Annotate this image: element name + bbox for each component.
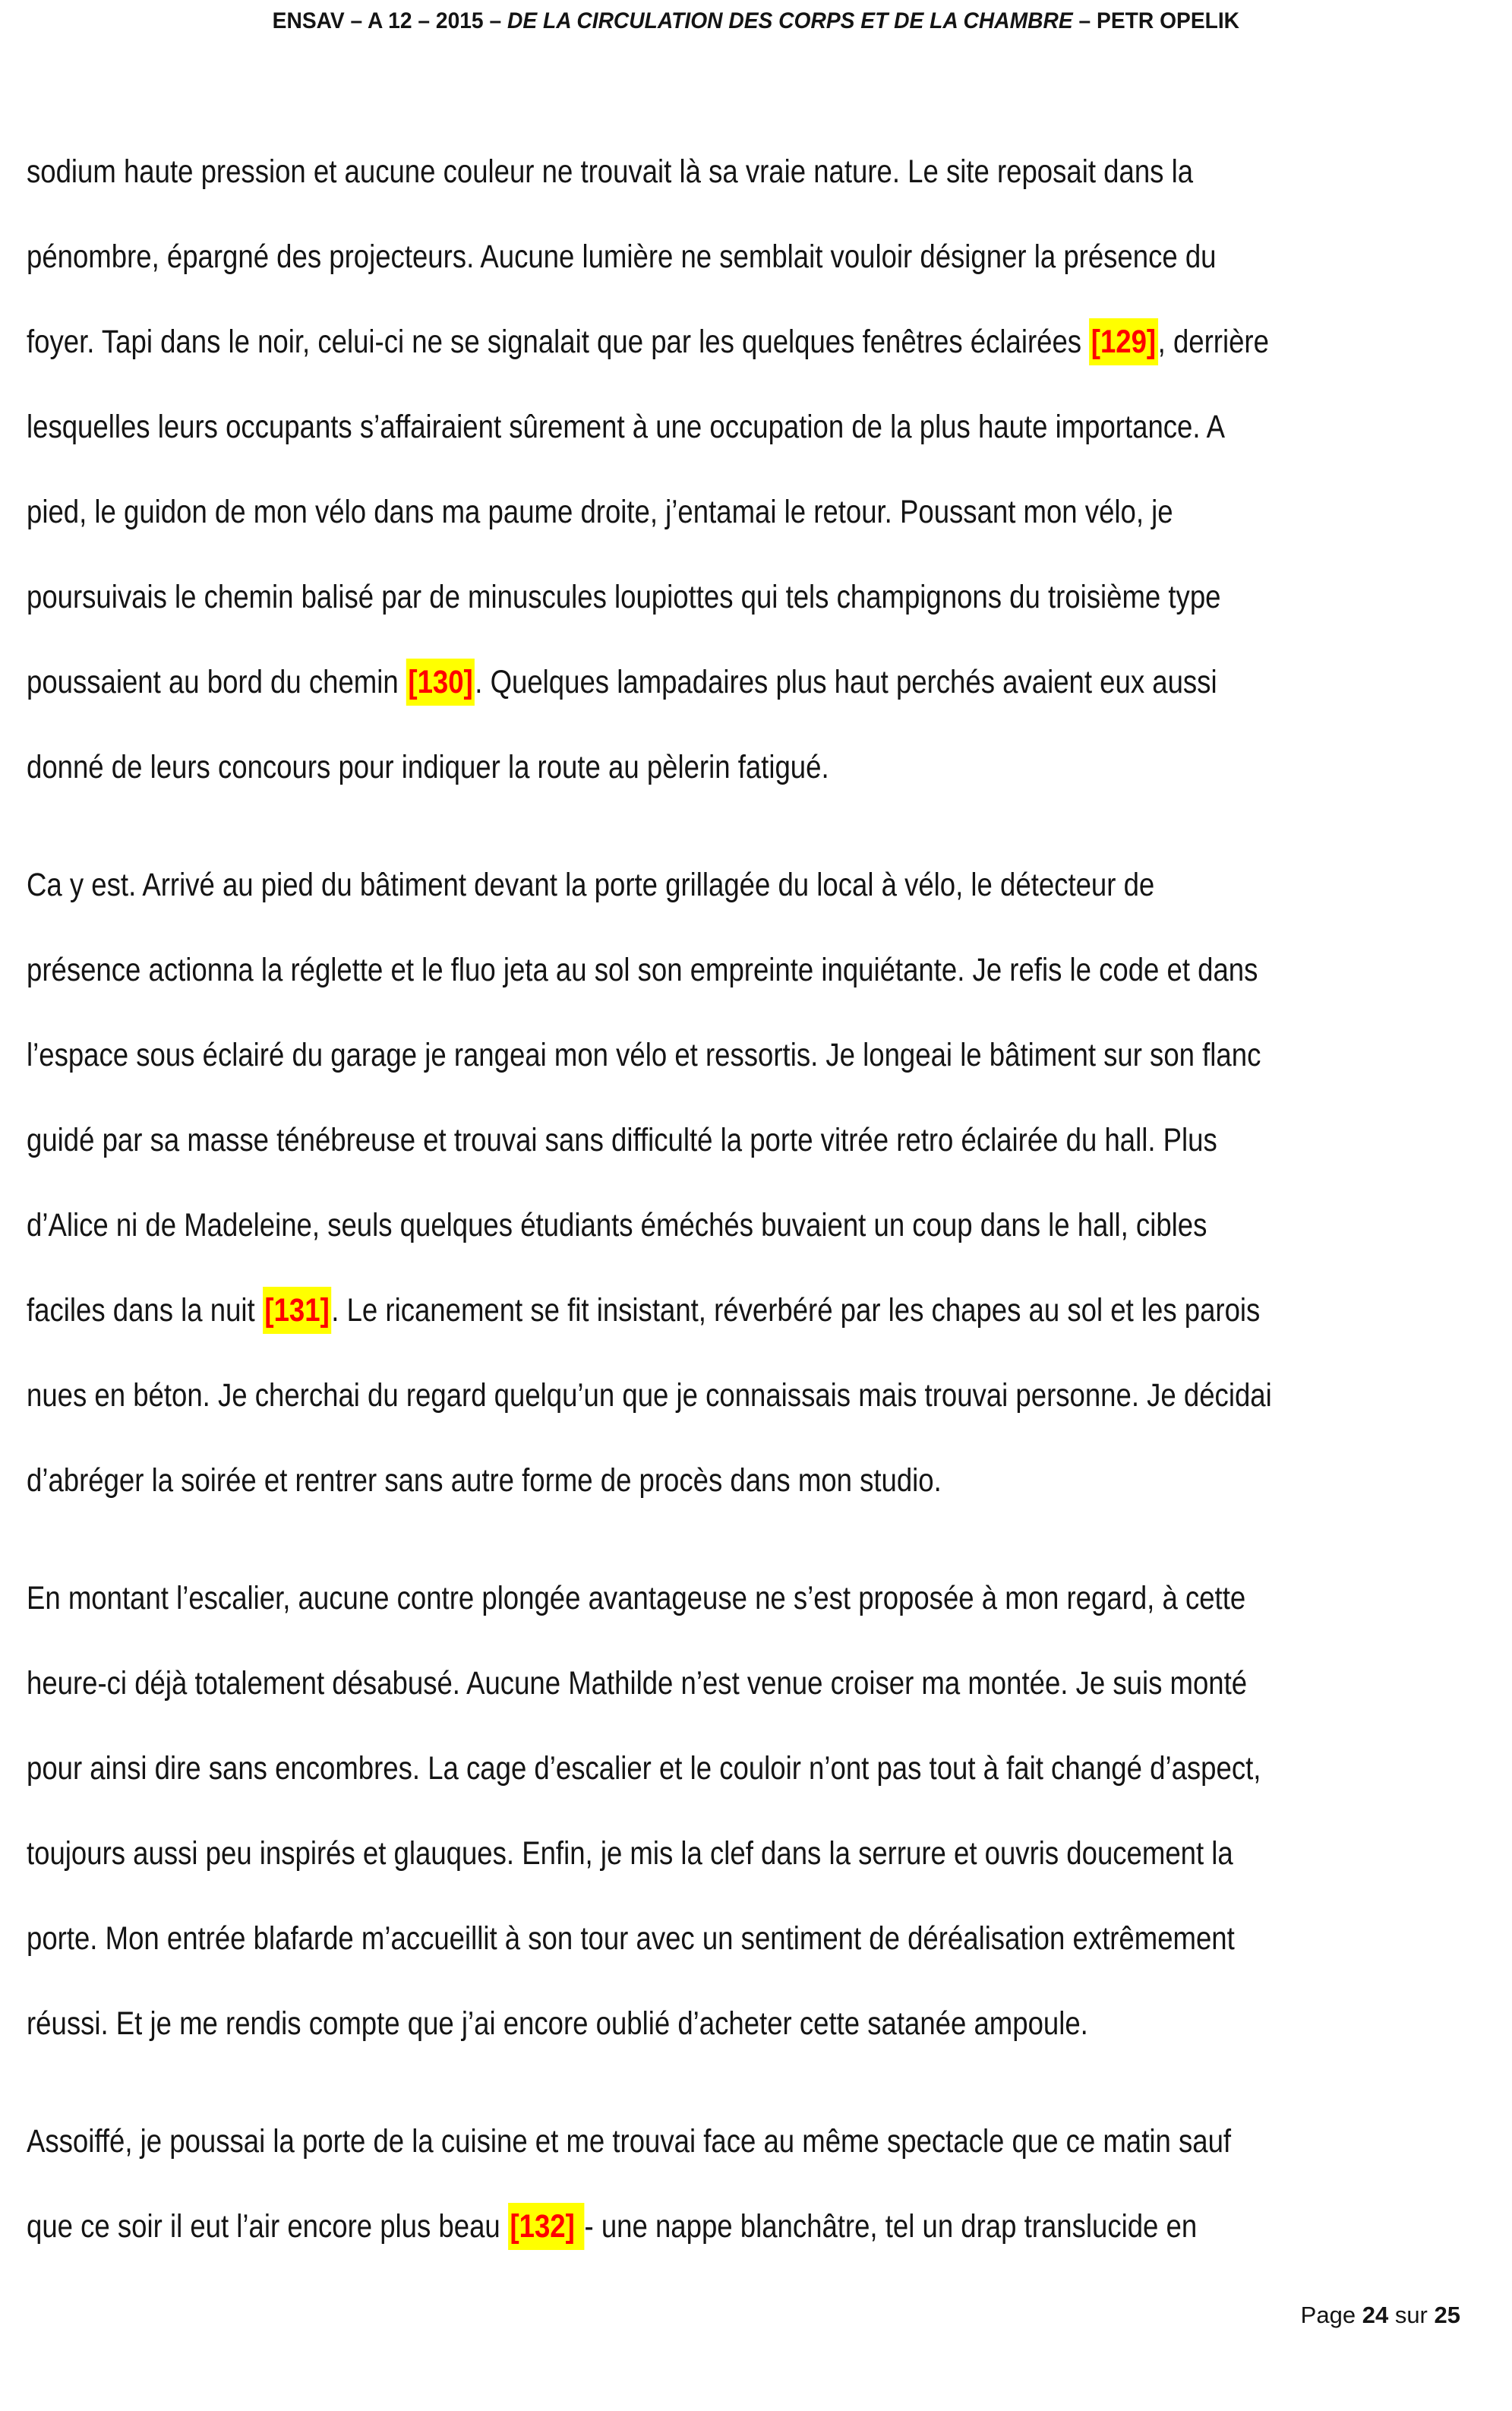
- text-line: [27, 1353, 1491, 1438]
- text-line: [27, 1183, 1491, 1268]
- text-line-content: [27, 2184, 1197, 2269]
- text-run: pied, le guidon de mon vélo dans ma paume droite, j’entamai le retour. Poussant mon vélo, je: [27, 494, 1173, 530]
- text-run: donné de leurs concours pour indiquer la route au pèlerin fatigué.: [27, 749, 829, 785]
- text-line-content: [27, 1556, 1245, 1641]
- page-header: [0, 6, 1512, 36]
- text-line: [27, 1726, 1491, 1811]
- text-run: En montant l’escalier, aucune contre plongée avantageuse ne s’est proposée à mon regard, à cette: [27, 1580, 1246, 1616]
- header-text: [273, 6, 1239, 36]
- text-line-content: [27, 1183, 1207, 1268]
- text-run: Ca y est. Arrivé au pied du bâtiment devant la porte grillagée du local à vélo, le détecteur de: [27, 867, 1155, 903]
- text-line-content: [27, 1438, 942, 1523]
- text-run: . Quelques lampadaires plus haut perchés avaient eux aussi: [475, 664, 1217, 700]
- text-line: [27, 1268, 1491, 1353]
- text-line: [27, 1896, 1491, 1981]
- text-line-content: [27, 842, 1154, 927]
- text-line: [27, 927, 1491, 1013]
- text-run: faciles dans la nuit: [27, 1292, 263, 1329]
- text-run: poursuivais le chemin balisé par de minuscules loupiottes qui tels champignons du troisième type: [27, 579, 1221, 615]
- text-line: [27, 1013, 1491, 1098]
- text-line: [27, 1811, 1491, 1896]
- header-course-code: ENSAV – A 12 – 2015 –: [272, 8, 508, 33]
- citation-marker: [131]: [263, 1287, 331, 1334]
- text-run: , derrière: [1157, 324, 1269, 360]
- text-line-content: [27, 1811, 1233, 1896]
- footer-page-number: 24: [1362, 2302, 1389, 2328]
- text-run: que ce soir il eut l’air encore plus beau: [27, 2208, 508, 2245]
- text-run: pour ainsi dire sans encombres. La cage d’escalier et le couloir n’ont pas tout à fait changé d’aspect,: [27, 1750, 1261, 1787]
- body-paragraph: [27, 2099, 1491, 2269]
- text-run: Assoiffé, je poussai la porte de la cuisine et me trouvai face au même spectacle que ce matin sauf: [27, 2123, 1232, 2160]
- body-paragraph: [27, 129, 1491, 810]
- text-run: nues en béton. Je cherchai du regard quelqu’un que je connaissais mais trouvai personne. Je décidai: [27, 1377, 1272, 1414]
- text-line-content: [27, 469, 1173, 555]
- header-title-italic: DE LA CIRCULATION DES CORPS ET DE LA CHAMBRE: [507, 8, 1073, 33]
- text-line: [27, 1098, 1491, 1183]
- text-line: [27, 299, 1491, 384]
- text-line: [27, 2184, 1491, 2269]
- text-line: [27, 384, 1491, 469]
- text-line-content: [27, 1353, 1272, 1438]
- text-line: [27, 2099, 1491, 2184]
- footer-total-pages: 25: [1434, 2302, 1460, 2328]
- text-run: d’Alice ni de Madeleine, seuls quelques étudiants éméchés buvaient un coup dans le hall, cibles: [27, 1207, 1207, 1243]
- text-line-content: [27, 1981, 1088, 2066]
- text-run: . Le ricanement se fit insistant, réverbéré par les chapes au sol et les parois: [331, 1292, 1261, 1329]
- text-line-content: [27, 129, 1193, 214]
- text-line-content: [27, 1013, 1261, 1098]
- text-line: [27, 842, 1491, 927]
- text-line: [27, 555, 1491, 640]
- citation-marker: [130]: [406, 659, 475, 706]
- text-run: réussi. Et je me rendis compte que j’ai encore oublié d’acheter cette satanée ampoule.: [27, 2005, 1088, 2042]
- text-run: pénombre, épargné des projecteurs. Aucune lumière ne semblait vouloir désigner la présence du: [27, 239, 1217, 275]
- text-line-content: [27, 1896, 1235, 1981]
- text-run: guidé par sa masse ténébreuse et trouvai sans difficulté la porte vitrée retro éclairée du hall. Plus: [27, 1122, 1217, 1158]
- text-run: - une nappe blanchâtre, tel un drap translucide en: [584, 2208, 1198, 2245]
- text-line-content: [27, 555, 1221, 640]
- text-line-content: [27, 640, 1217, 725]
- text-line-content: [27, 927, 1258, 1013]
- text-line-content: [27, 725, 829, 810]
- text-line: [27, 1641, 1491, 1726]
- body-paragraph: [27, 1556, 1491, 2066]
- text-line: [27, 725, 1491, 810]
- text-run: présence actionna la réglette et le fluo jeta au sol son empreinte inquiétante. Je refis le code et dans: [27, 952, 1258, 988]
- text-line: [27, 640, 1491, 725]
- text-line-content: [27, 1098, 1217, 1183]
- citation-marker: [129]: [1089, 318, 1157, 365]
- text-line: [27, 1981, 1491, 2066]
- text-line-content: [27, 384, 1225, 469]
- footer-of-label: sur: [1394, 2302, 1428, 2328]
- citation-marker: [132]: [508, 2203, 585, 2250]
- text-run: l’espace sous éclairé du garage je rangeai mon vélo et ressortis. Je longeai le bâtiment sur son flanc: [27, 1037, 1261, 1073]
- text-run: d’abréger la soirée et rentrer sans autre forme de procès dans mon studio.: [27, 1462, 942, 1499]
- text-run: lesquelles leurs occupants s’affairaient sûrement à une occupation de la plus haute importance. A: [27, 409, 1226, 445]
- footer-page-label: Page: [1300, 2302, 1356, 2328]
- text-line: [27, 129, 1491, 214]
- text-line-content: [27, 1641, 1247, 1726]
- text-run: heure-ci déjà totalement désabusé. Aucune Mathilde n’est venue croiser ma montée. Je suis monté: [27, 1665, 1248, 1702]
- header-author: – PETR OPELIK: [1072, 8, 1240, 33]
- body-paragraph: [27, 842, 1491, 1523]
- text-line: [27, 1556, 1491, 1641]
- text-line: [27, 469, 1491, 555]
- text-line-content: [27, 1726, 1261, 1811]
- text-run: porte. Mon entrée blafarde m’accueillit à son tour avec un sentiment de déréalisation extrêmement: [27, 1920, 1235, 1957]
- text-run: sodium haute pression et aucune couleur ne trouvait là sa vraie nature. Le site reposait dans la: [27, 153, 1194, 190]
- text-line-content: [27, 1268, 1260, 1353]
- text-line-content: [27, 299, 1269, 384]
- text-run: poussaient au bord du chemin: [27, 664, 406, 700]
- text-run: toujours aussi peu inspirés et glauques. Enfin, je mis la clef dans la serrure et ouvris doucement la: [27, 1835, 1233, 1872]
- text-line-content: [27, 214, 1216, 299]
- document-body: [27, 129, 1491, 2302]
- text-line: [27, 214, 1491, 299]
- text-run: foyer. Tapi dans le noir, celui-ci ne se signalait que par les quelques fenêtres éclairées: [27, 324, 1090, 360]
- page-footer: [1301, 2300, 1460, 2330]
- text-line: [27, 1438, 1491, 1523]
- text-line-content: [27, 2099, 1231, 2184]
